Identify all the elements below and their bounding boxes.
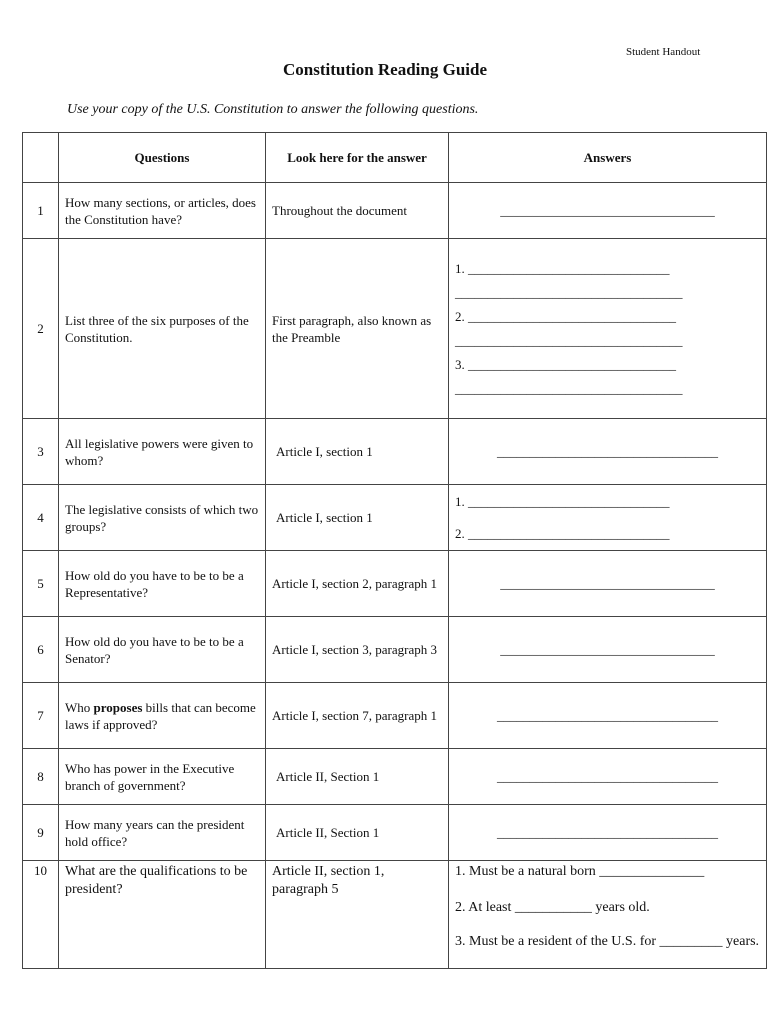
column-header-number: [23, 133, 59, 183]
column-header-look-here: Look here for the answer: [266, 133, 449, 183]
row-number: 1: [23, 183, 59, 239]
table-row: [23, 239, 767, 419]
row-number: 4: [23, 485, 59, 551]
answer-list: [449, 861, 767, 969]
row-number: 5: [23, 551, 59, 617]
look-here-text: Article I, section 1: [266, 419, 449, 485]
answer-line[interactable]: ___________________________________: [455, 284, 683, 300]
row-number: 10: [23, 861, 59, 969]
row-number: 3: [23, 419, 59, 485]
answer-line[interactable]: 2. ________________________________: [455, 308, 676, 324]
answer-blank[interactable]: __________________________________: [449, 683, 767, 749]
answer-list: [449, 485, 767, 551]
table-row: [23, 551, 767, 617]
answer-blank[interactable]: __________________________________: [449, 805, 767, 861]
question-text-pre: Who: [65, 699, 94, 715]
row-number: 7: [23, 683, 59, 749]
answer-line[interactable]: 2. At least ___________ years old.: [455, 900, 650, 915]
question-text: What are the qualifications to be president?: [59, 861, 266, 969]
answer-line[interactable]: 2. _______________________________: [455, 525, 670, 541]
answer-line[interactable]: ___________________________________: [455, 332, 683, 348]
question-emphasis: proposes: [93, 699, 143, 715]
question-text: [59, 683, 266, 749]
handout-label: Student Handout: [626, 46, 701, 58]
answer-list: [449, 239, 767, 419]
answer-line[interactable]: 3. ________________________________: [455, 356, 676, 372]
question-text: The legislative consists of which two groups?: [59, 485, 266, 551]
look-here-text: Article I, section 1: [266, 485, 449, 551]
answer-line[interactable]: 1. _______________________________: [455, 260, 670, 276]
column-header-questions: Questions: [59, 133, 266, 183]
question-text: How old do you have to be to be a Senator?: [59, 617, 266, 683]
question-text: How many sections, or articles, does the Constitution have?: [59, 183, 266, 239]
question-text: Who has power in the Executive branch of government?: [59, 749, 266, 805]
look-here-text: Article II, section 1, paragraph 5: [266, 861, 449, 969]
row-number: 6: [23, 617, 59, 683]
answer-blank[interactable]: _________________________________: [449, 183, 767, 239]
table-row: [23, 419, 767, 485]
reading-guide-table: [22, 132, 767, 969]
answer-blank[interactable]: _________________________________: [449, 551, 767, 617]
table-row: [23, 617, 767, 683]
look-here-text: Article II, Section 1: [266, 749, 449, 805]
answer-line[interactable]: ___________________________________: [455, 380, 683, 396]
look-here-text: Article I, section 7, paragraph 1: [266, 683, 449, 749]
look-here-text: Article I, section 3, paragraph 3: [266, 617, 449, 683]
answer-line[interactable]: 1. _______________________________: [455, 493, 670, 509]
row-number: 2: [23, 239, 59, 419]
table-row: [23, 485, 767, 551]
answer-blank[interactable]: __________________________________: [449, 749, 767, 805]
instructions: Use your copy of the U.S. Constitution to answer the following questions.: [67, 102, 479, 117]
row-number: 9: [23, 805, 59, 861]
answer-blank[interactable]: __________________________________: [449, 419, 767, 485]
question-text: How many years can the president hold office?: [59, 805, 266, 861]
look-here-text: Throughout the document: [266, 183, 449, 239]
question-text-post: bills that can become laws if approved?: [65, 699, 256, 732]
table-row: [23, 183, 767, 239]
page-title: Constitution Reading Guide: [282, 60, 488, 79]
look-here-text: Article II, Section 1: [266, 805, 449, 861]
look-here-text: First paragraph, also known as the Preamble: [266, 239, 449, 419]
answer-line[interactable]: 3. Must be a resident of the U.S. for _________ years.: [455, 934, 760, 949]
look-here-text: Article I, section 2, paragraph 1: [266, 551, 449, 617]
table-row: [23, 861, 767, 969]
question-text: List three of the six purposes of the Constitution.: [59, 239, 266, 419]
table-row: [23, 683, 767, 749]
answer-blank[interactable]: _________________________________: [449, 617, 767, 683]
row-number: 8: [23, 749, 59, 805]
answer-line[interactable]: 1. Must be a natural born _______________: [455, 864, 705, 879]
table-row: [23, 749, 767, 805]
question-text: How old do you have to be to be a Representative?: [59, 551, 266, 617]
table-row: [23, 805, 767, 861]
column-header-answers: Answers: [449, 133, 767, 183]
table-header-row: [23, 133, 767, 183]
question-text: All legislative powers were given to whom?: [59, 419, 266, 485]
